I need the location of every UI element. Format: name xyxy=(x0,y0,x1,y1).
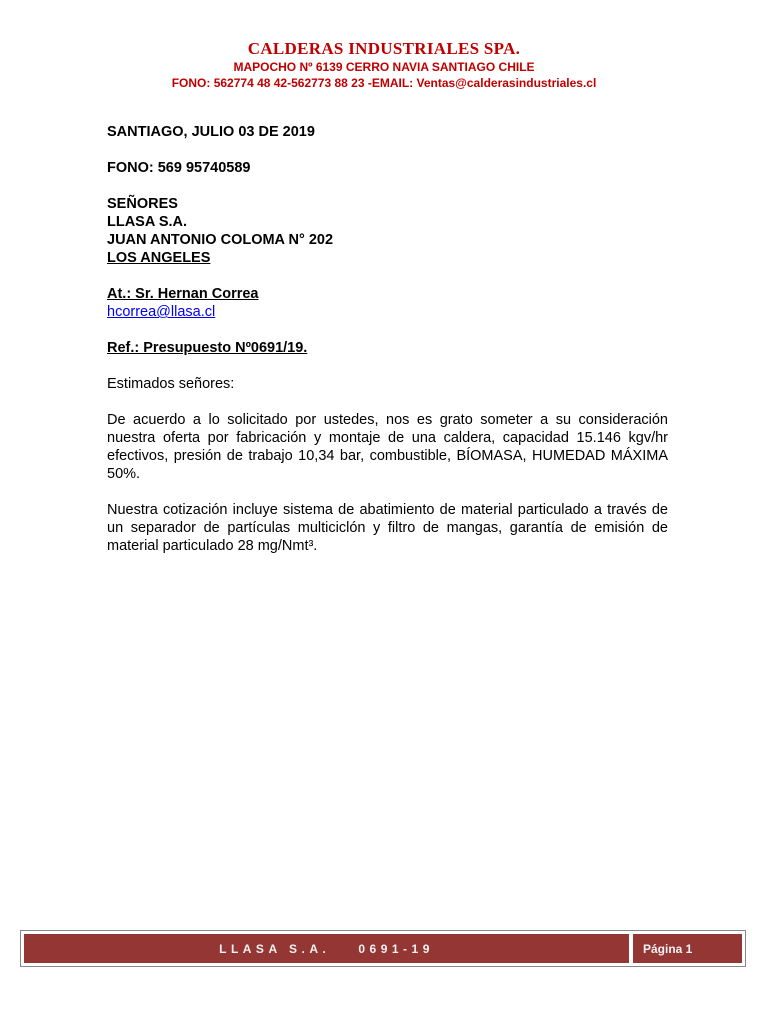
footer-page-number: Página 1 xyxy=(633,934,742,963)
letterhead xyxy=(0,39,768,91)
recipient-email-link[interactable]: hcorrea@llasa.cl xyxy=(107,304,216,320)
body-paragraph-1: De acuerdo a lo solicitado por ustedes, nos es grato someter a su consideración nuestra oferta por fabricación y montaje de una caldera, capacidad 15.146 kgv/hr efectivos, presión de trabajo 10,34 bar, combustible, BÍOMASA, HUMEDAD MÁXIMA 50%. xyxy=(107,412,668,482)
recipient-street: JUAN ANTONIO COLOMA N° 202 xyxy=(107,232,334,248)
letter-body xyxy=(107,123,668,555)
body-paragraph-2: Nuestra cotización incluye sistema de abatimiento de material particulado a través de un separador de partículas multiciclón y filtro de mangas, garantía de emisión de material particulado 28 mg/Nmt³. xyxy=(107,502,668,554)
recipient-company: LLASA S.A. xyxy=(107,214,188,230)
footer-doc-number: 0691-19 xyxy=(358,941,434,956)
reference-line: Ref.: Presupuesto Nº0691/19. xyxy=(107,340,308,356)
company-contact: FONO: 562774 48 42-562773 88 23 -EMAIL: Ventas@calderasindustriales.cl xyxy=(171,76,597,90)
page-footer xyxy=(20,930,746,967)
recipient-title: SEÑORES xyxy=(107,196,178,212)
letter-phone: FONO: 569 95740589 xyxy=(107,160,251,176)
attention-block xyxy=(107,285,668,321)
footer-company: LLASA S.A. xyxy=(219,941,331,956)
recipient-block xyxy=(107,195,668,267)
company-address: MAPOCHO Nº 6139 CERRO NAVIA SANTIAGO CHILE xyxy=(233,60,535,74)
attention-line: At.: Sr. Hernan Correa xyxy=(107,286,259,302)
recipient-city: LOS ANGELES xyxy=(107,250,211,266)
greeting: Estimados señores: xyxy=(107,376,235,392)
company-name: CALDERAS INDUSTRIALES SPA. xyxy=(247,39,521,58)
footer-bar xyxy=(24,934,629,963)
letter-date: SANTIAGO, JULIO 03 DE 2019 xyxy=(107,124,315,140)
